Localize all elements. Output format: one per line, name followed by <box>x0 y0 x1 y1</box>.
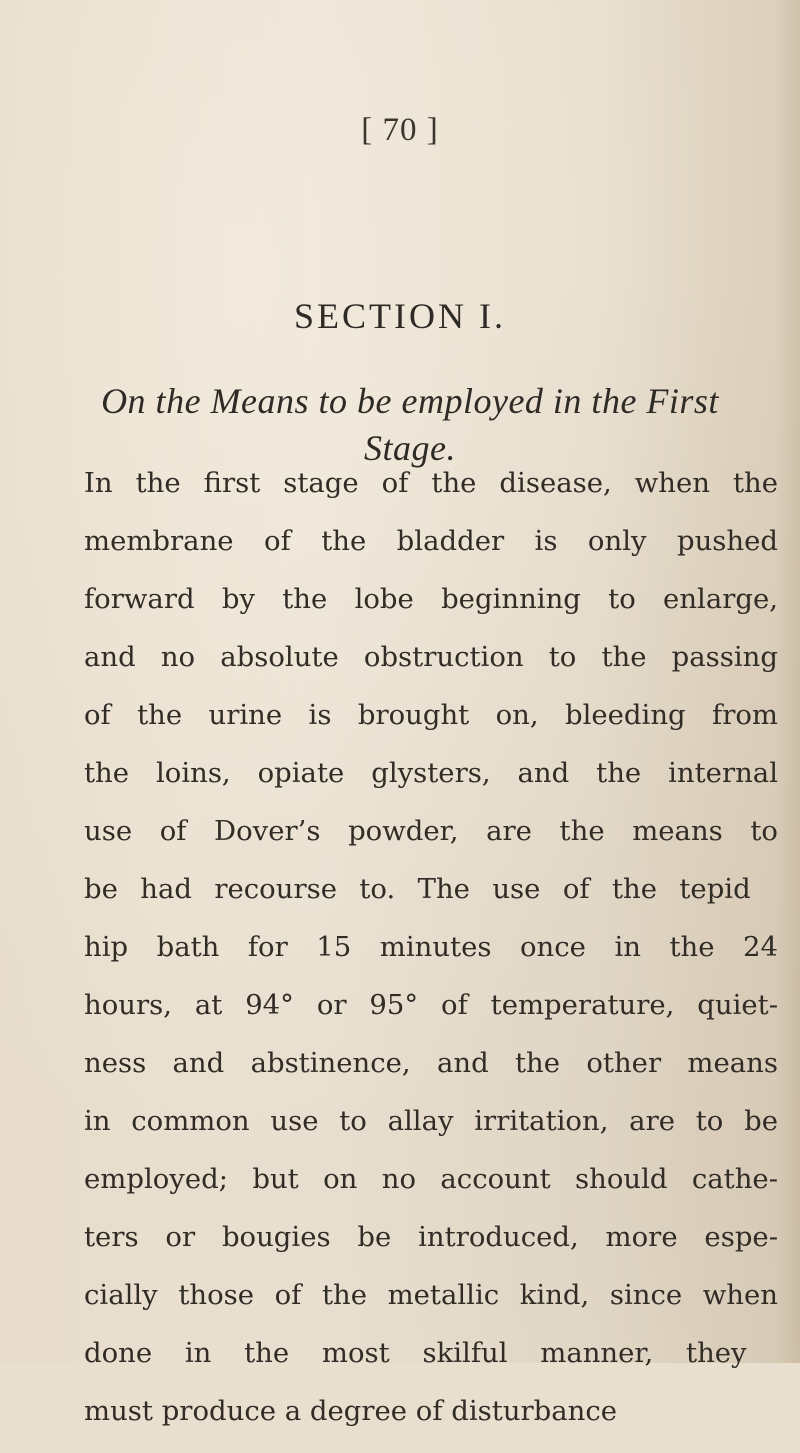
text-line-content: done in the most skilful manner, they <box>84 1337 747 1369</box>
text-line <box>0 1221 800 1279</box>
text-line-content: be had recourse to. The use of the tepid <box>84 873 751 905</box>
text-line-content: cially those of the metallic kind, since when <box>84 1279 778 1311</box>
text-line-content: hip bath for 15 minutes once in the 24 <box>84 931 778 963</box>
text-line <box>0 1279 800 1337</box>
text-line <box>0 1047 800 1105</box>
text-line <box>0 989 800 1047</box>
text-line-content: hours, at 94° or 95° of temperature, quiet- <box>84 989 778 1021</box>
text-line <box>0 1163 800 1221</box>
text-line-content: membrane of the bladder is only pushed <box>84 525 778 557</box>
text-line-content: forward by the lobe beginning to enlarge, <box>84 583 778 615</box>
text-line-content: must produce a degree of disturbance <box>84 1395 618 1427</box>
subtitle-line: Stage. <box>364 428 456 468</box>
text-line <box>0 815 800 873</box>
text-line <box>0 757 800 815</box>
subtitle-line: On the Means to be employed in the First <box>101 381 719 421</box>
text-line <box>0 467 800 525</box>
text-line-content: in common use to allay irritation, are to be <box>84 1105 778 1137</box>
text-line <box>0 1337 800 1395</box>
text-line-content: and no absolute obstruction to the passing <box>84 641 778 673</box>
text-line <box>0 525 800 583</box>
text-line-content: of the urine is brought on, bleeding from <box>84 699 778 731</box>
text-line <box>0 931 800 989</box>
text-line <box>0 1105 800 1163</box>
text-line <box>0 873 800 931</box>
page-number: [ 70 ] <box>361 112 439 148</box>
text-line-content: employed; but on no account should cathe- <box>84 1163 778 1195</box>
text-line <box>0 583 800 641</box>
text-line-content: the loins, opiate glysters, and the internal <box>84 757 778 789</box>
section-subtitle <box>70 378 750 472</box>
text-line <box>0 699 800 757</box>
text-line-content: In the first stage of the disease, when the <box>84 467 778 499</box>
text-line <box>0 1395 800 1453</box>
section-heading: SECTION I. <box>294 296 506 336</box>
text-line-content: ness and abstinence, and the other means <box>84 1047 778 1079</box>
text-line-content: ters or bougies be introduced, more espe- <box>84 1221 778 1253</box>
text-line <box>0 641 800 699</box>
text-line-content: use of Dover’s powder, are the means to <box>84 815 778 847</box>
